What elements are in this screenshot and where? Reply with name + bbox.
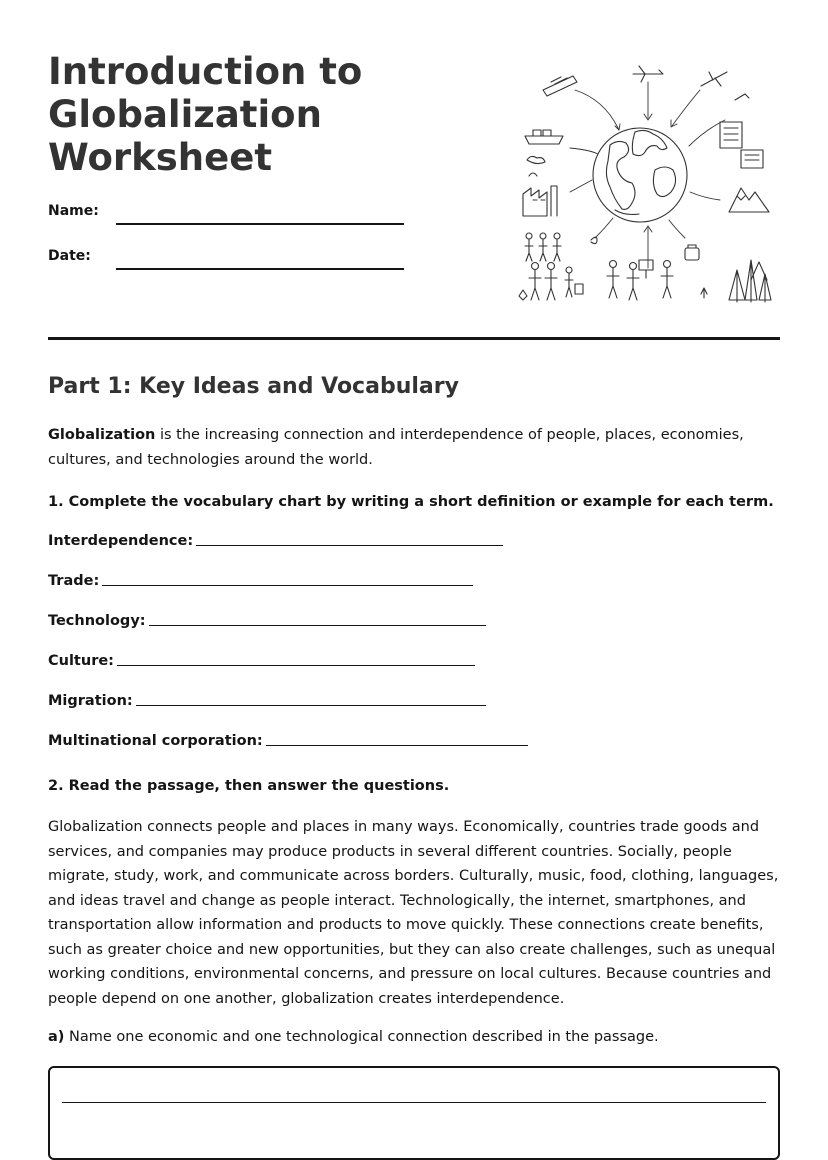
reading-passage: Globalization connects people and places in many ways. Economically, countries trade goods and services, and companies may produce products in several different countries. Socially, people migrate, study, work, and communicate across borders. Culturally, music, food, clothing, languages, and ideas travel and change as people interact. Technologically, the internet, smartphones, and transportation allow information and products to move quickly. These connections create benefits, such as greater choice and new opportunities, but they can also create challenges, such as unequal working conditions, environmental concerns, and pressure on local cultures. Because countries and people depend on one another, globalization creates interdependence.	[48, 819, 779, 1007]
vocab-row-migration	[48, 693, 486, 709]
factory-icon	[523, 173, 557, 216]
question-2a-text: Name one economic and one technological connection described in the passage.	[64, 1029, 659, 1045]
name-field[interactable]	[116, 223, 404, 225]
airplane-icon	[633, 66, 749, 100]
question-2a-label: a)	[48, 1029, 65, 1045]
trees-icon	[729, 260, 771, 302]
vocab-term: Trade:	[48, 573, 100, 589]
vocab-term: Migration:	[48, 693, 133, 709]
container-ship-icon	[525, 130, 563, 144]
vocab-row-technology	[48, 613, 486, 629]
question-2a	[48, 1029, 659, 1045]
vocab-answer-field[interactable]	[102, 585, 473, 586]
vocab-term: Interdependence:	[48, 533, 194, 549]
intro-term: Globalization	[48, 427, 156, 443]
cargo-ship-icon	[543, 76, 577, 96]
intro-text: is the increasing connection and interdependence of people, places, economies, cultures, and technologies around the world.	[48, 427, 744, 468]
luggage-icon	[575, 237, 707, 298]
city-buildings-icon	[720, 122, 763, 168]
name-label: Name:	[48, 203, 99, 219]
date-row	[48, 248, 404, 264]
vocab-row-multinational-corporation	[48, 733, 528, 749]
answer-box-2a[interactable]	[48, 1066, 780, 1160]
globe-icon	[593, 128, 687, 222]
vocab-answer-field[interactable]	[196, 545, 503, 546]
vocab-row-interdependence	[48, 533, 503, 549]
name-row	[48, 203, 404, 219]
vocab-row-culture	[48, 653, 475, 669]
globalization-illustration	[515, 60, 775, 308]
vocab-term: Culture:	[48, 653, 114, 669]
vocab-term: Technology:	[48, 613, 146, 629]
answer-line	[62, 1102, 766, 1103]
question-1-prompt: 1. Complete the vocabulary chart by writing a short definition or example for each term.	[48, 494, 774, 510]
vocab-row-trade	[48, 573, 473, 589]
date-label: Date:	[48, 248, 91, 264]
section-title-part1: Part 1: Key Ideas and Vocabulary	[48, 374, 459, 399]
section-divider	[48, 337, 780, 340]
vocab-answer-field[interactable]	[266, 745, 528, 746]
mountains-icon	[729, 188, 769, 212]
vocab-answer-field[interactable]	[136, 705, 486, 706]
date-field[interactable]	[116, 268, 404, 270]
vocab-answer-field[interactable]	[117, 665, 475, 666]
vocab-term: Multinational corporation:	[48, 733, 263, 749]
question-2-prompt: 2. Read the passage, then answer the questions.	[48, 778, 450, 794]
vocab-answer-field[interactable]	[149, 625, 486, 626]
intro-paragraph	[48, 423, 778, 473]
page-title: Introduction to Globalization Worksheet	[48, 50, 363, 179]
